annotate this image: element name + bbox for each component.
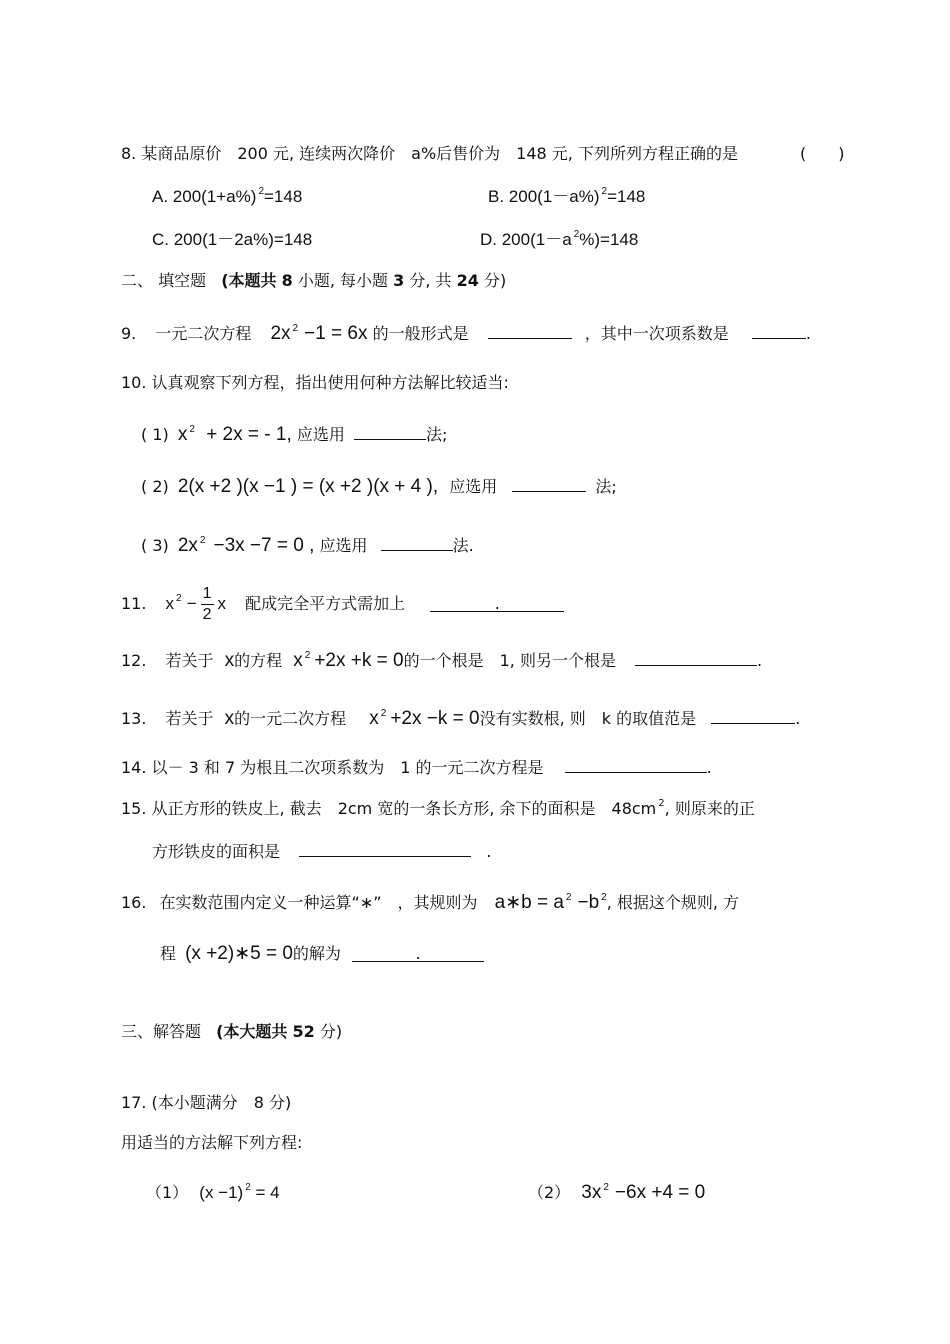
q16-line-2: 程 (x +2)∗5 = 0的解为 .: [160, 943, 484, 965]
q10-part-1: ( 1) x $^2$ + 2x = - 1, 应选用 法;: [141, 424, 448, 445]
q8-option-c: C. 200(1－2a%)=148: [152, 230, 313, 249]
q10-blank-2[interactable]: [512, 477, 586, 492]
q8-text: 8. 某商品原价 200 元, 连续两次降价 a%后售价为 148 元, 下列所列方程正确的是: [121, 144, 738, 163]
q16-rule: a∗b = a $^2$ −b $^2$: [494, 892, 607, 913]
q9-blank-1[interactable]: [488, 324, 572, 339]
q8-stem: [121, 143, 738, 165]
q17-heading: 17. (本小题满分 8 分): [121, 1093, 292, 1112]
q12-blank[interactable]: [635, 651, 757, 666]
q13: 13. 若关于 x的一元二次方程 x $^2$ +2x −k = 0没有实数根, 则 k 的取值范是 .: [121, 708, 801, 729]
section-2-heading: 二、 填空题 (本题共 8 小题, 每小题 3 分, 共 24 分): [121, 271, 507, 290]
q10-part-2: ( 2) 2(x +2 )(x −1 ) = (x +2 )(x + 4 ), 应选用 法;: [141, 476, 617, 497]
q17-instruction: 用适当的方法解下列方程:: [121, 1133, 303, 1152]
q10-blank-1[interactable]: [354, 425, 426, 440]
q11-fraction: $\frac{1}{2}$: [202, 585, 212, 623]
q9-equation: 2x $^2$ −1 = 6x: [270, 323, 368, 344]
q15-line-1: 15. 从正方形的铁皮上, 截去 2cm 宽的一条长方形, 余下的面积是 48cm $^2$, 则原来的正: [121, 798, 755, 818]
q9: 9. 一元二次方程 2x $^2$ −1 = 6x 的一般形式是 ，其中一次项系数是 .: [121, 323, 811, 344]
q11-blank[interactable]: .: [430, 597, 564, 612]
q8-option-b: B. 200(1－a%) $^2$=148: [488, 186, 646, 206]
q9-blank-2[interactable]: [752, 324, 806, 339]
q13-blank[interactable]: [711, 709, 795, 724]
q17-part-1: （1） (x −1) $^2$ = 4: [146, 1182, 280, 1202]
q17-part-2: （2） 3x $^2$ −6x +4 = 0: [528, 1182, 706, 1203]
q8-option-a: A. 200(1+a%) $^2$=148: [152, 186, 303, 206]
q15-line-2: 方形铁皮的面积是 .: [152, 842, 492, 861]
q15-blank[interactable]: [299, 842, 471, 857]
q14: 14. 以－ 3 和 7 为根且二次项系数为 1 的一元二次方程是 .: [121, 758, 712, 777]
q12: 12. 若关于 x的方程 x $^2$ +2x +k = 0的一个根是 1, 则另一个根是 .: [121, 650, 763, 671]
q16-line-1: 16. 在实数范围内定义一种运算“∗” ，其规则为 a∗b = a $^2$ −b $^2$, 根据这个规则, 方: [121, 892, 740, 913]
q10-part-3: ( 3) 2x $^2$ −3x −7 = 0 , 应选用 法.: [141, 535, 474, 556]
q8-answer-bracket: ( ): [800, 144, 845, 163]
q10-stem: 10. 认真观察下列方程，指出使用何种方法解比较适当:: [121, 373, 509, 392]
q10-equation-2: 2(x +2 )(x −1 ) = (x +2 )(x + 4 ),: [177, 476, 439, 497]
q11: 11. x $^2$ − $\frac{1}{2}$ x 配成完全平方式需加上 .: [121, 584, 564, 627]
q8-option-d: D. 200(1－a $^2$%)=148: [480, 229, 639, 249]
q10-blank-3[interactable]: [381, 536, 453, 551]
q16-blank[interactable]: .: [352, 947, 484, 962]
section-3-heading: 三、解答题 (本大题共 52 分): [121, 1022, 343, 1041]
q14-blank[interactable]: [565, 758, 707, 773]
